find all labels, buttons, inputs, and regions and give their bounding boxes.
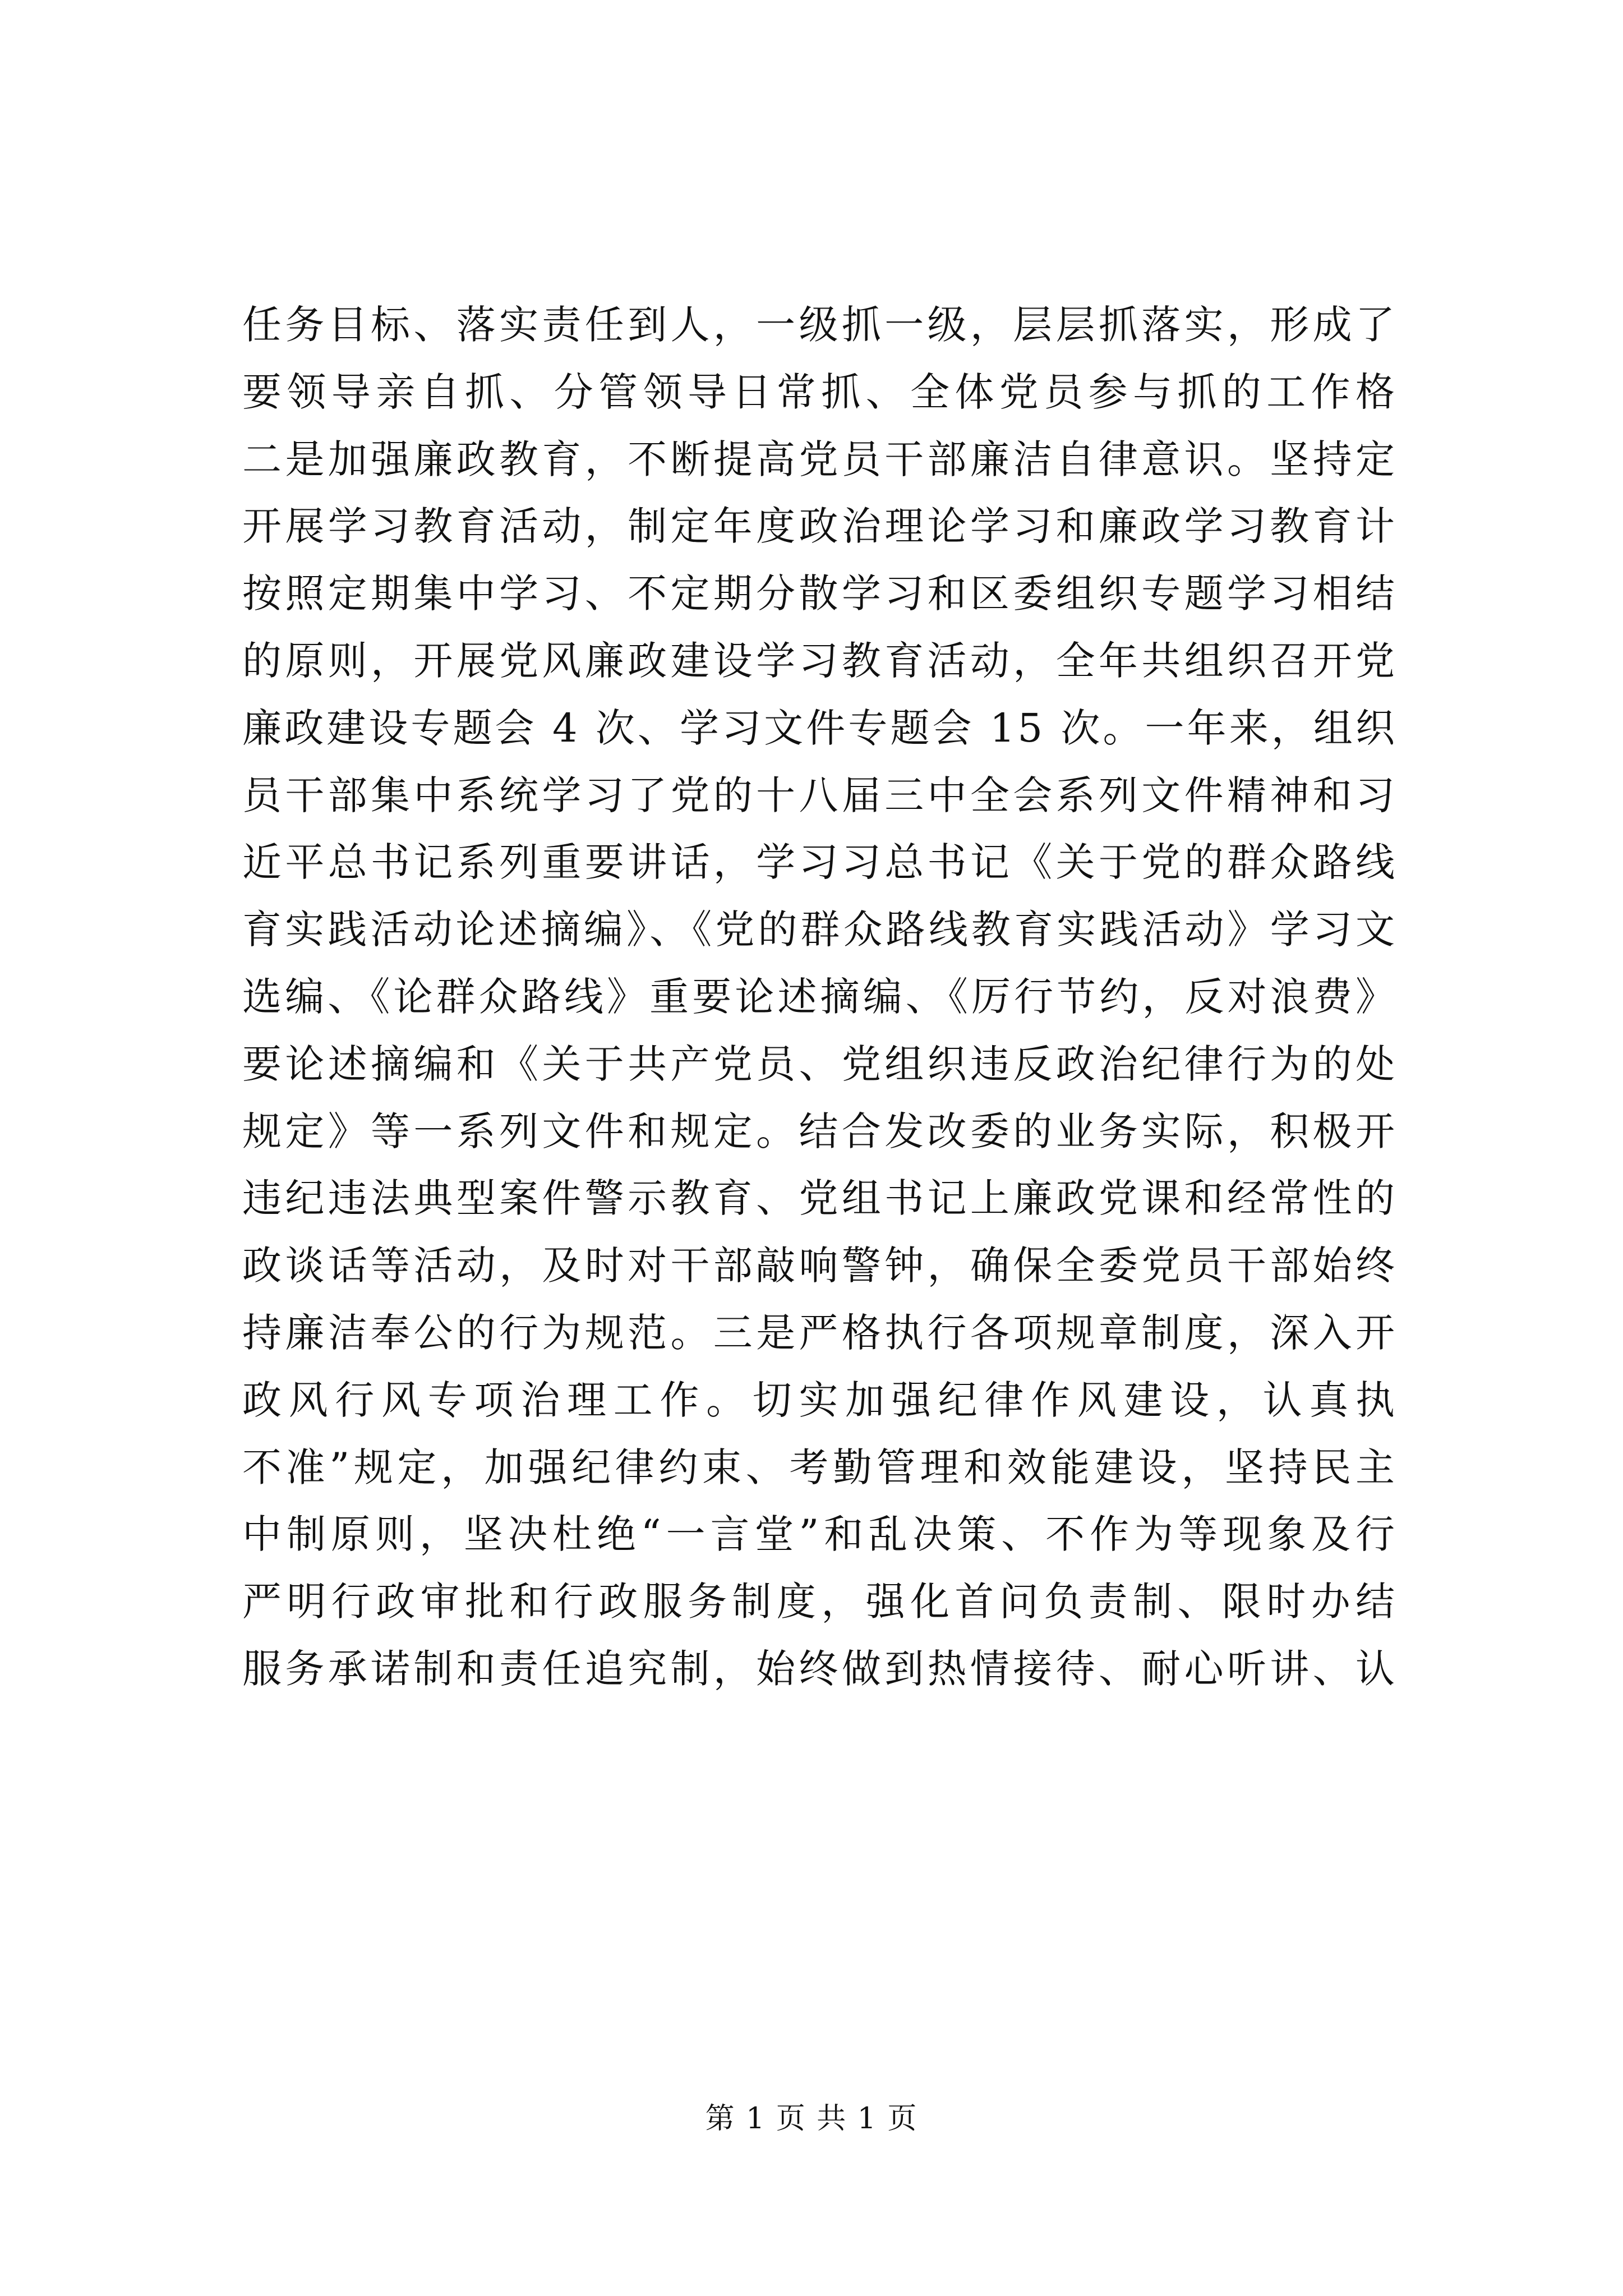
text-line-7: 廉政建设专题会 4 次、学习文件专题会 15 次。一年来，组织	[242, 705, 1398, 751]
page-footer: 第 1 页 共 1 页	[705, 2102, 918, 2136]
text-line-19: 中制原则，坚决杜绝“一言堂”和乱决策、不作为等现象及行	[242, 1511, 1398, 1558]
text-line-17: 政风行风专项治理工作。切实加强纪律作风建设，认真执	[242, 1377, 1398, 1423]
text-line-21: 服务承诺制和责任追究制，始终做到热情接待、耐心听讲、认	[242, 1645, 1398, 1692]
text-line-8: 员干部集中系统学习了党的十八届三中全会系列文件精神和习	[242, 772, 1398, 818]
text-line-5: 按照定期集中学习、不定期分散学习和区委组织专题学习相结	[242, 570, 1398, 617]
text-line-12: 要论述摘编和《关于共产党员、党组织违反政治纪律行为的处	[242, 1041, 1398, 1087]
text-line-9: 近平总书记系列重要讲话，学习习总书记《关于党的群众路线	[242, 839, 1398, 886]
text-line-16: 持廉洁奉公的行为规范。三是严格执行各项规章制度，深入开	[242, 1309, 1398, 1356]
text-line-18: 不准”规定，加强纪律约束、考勤管理和效能建设，坚持民主	[242, 1444, 1398, 1490]
body-text	[242, 292, 1398, 1703]
text-line-2: 要领导亲自抓、分管领导日常抓、全体党员参与抓的工作格	[242, 369, 1398, 415]
text-line-10: 育实践活动论述摘编》、《党的群众路线教育实践活动》学习文	[242, 907, 1398, 953]
text-line-13: 规定》等一系列文件和规定。结合发改委的业务实际，积极开	[242, 1108, 1398, 1154]
text-line-1: 任务目标、落实责任到人，一级抓一级，层层抓落实，形成了	[242, 302, 1398, 348]
text-line-3: 二是加强廉政教育，不断提高党员干部廉洁自律意识。坚持定	[242, 436, 1398, 482]
text-line-11: 选编、《论群众路线》重要论述摘编、《厉行节约，反对浪费》	[242, 973, 1398, 1020]
text-line-20: 严明行政审批和行政服务制度，强化首问负责制、限时办结	[242, 1579, 1398, 1625]
text-line-15: 政谈话等活动，及时对干部敲响警钟，确保全委党员干部始终	[242, 1243, 1398, 1289]
text-line-6: 的原则，开展党风廉政建设学习教育活动，全年共组织召开党	[242, 637, 1398, 684]
text-line-14: 违纪违法典型案件警示教育、党组书记上廉政党课和经常性的	[242, 1175, 1398, 1222]
text-line-4: 开展学习教育活动，制定年度政治理论学习和廉政学习教育计	[242, 503, 1398, 550]
